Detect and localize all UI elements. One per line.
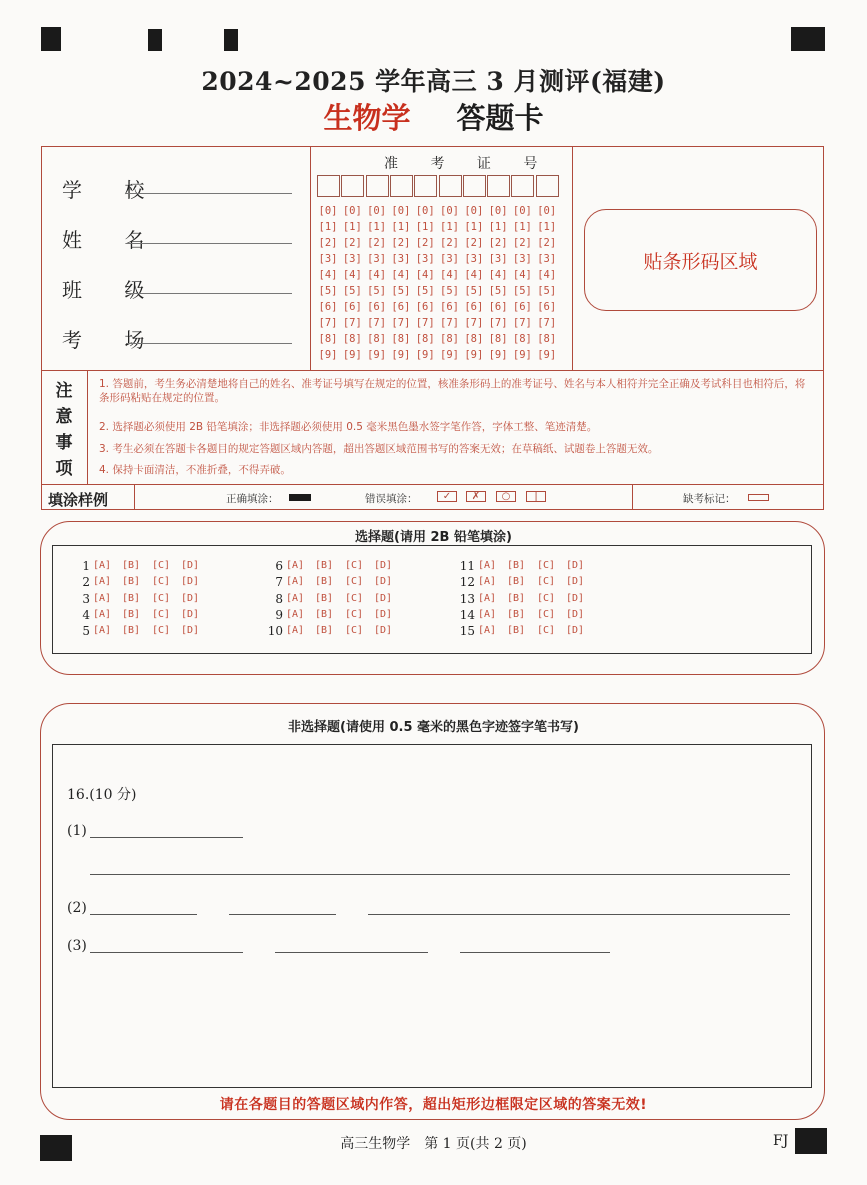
- digit-bubble[interactable]: [8]: [537, 333, 557, 345]
- digit-bubble[interactable]: [8]: [464, 333, 484, 345]
- option-bubble[interactable]: [C]: [537, 576, 556, 588]
- option-bubble[interactable]: [D]: [566, 625, 585, 637]
- digit-bubble[interactable]: [3]: [318, 253, 338, 265]
- notice-title-char: 事: [55, 433, 73, 453]
- exam-room-field[interactable]: [126, 343, 292, 344]
- option-bubble[interactable]: [D]: [566, 592, 585, 604]
- wrong-fill-example: ✗: [466, 491, 486, 502]
- exam-number-box[interactable]: [536, 175, 559, 197]
- digit-bubble[interactable]: [0]: [367, 205, 387, 217]
- question-number: 3: [82, 591, 90, 606]
- digit-bubble[interactable]: [7]: [464, 317, 484, 329]
- divider: [41, 370, 824, 371]
- digit-bubble[interactable]: [5]: [367, 285, 387, 297]
- option-bubble[interactable]: [B]: [507, 560, 526, 571]
- digit-bubble[interactable]: [5]: [415, 285, 435, 297]
- option-bubble[interactable]: [A]: [286, 608, 305, 620]
- digit-bubble[interactable]: [6]: [367, 301, 387, 313]
- digit-bubble[interactable]: [2]: [415, 237, 435, 249]
- digit-bubble[interactable]: [8]: [391, 333, 411, 345]
- digit-bubble[interactable]: [1]: [464, 221, 484, 233]
- option-bubble[interactable]: [D]: [181, 608, 200, 620]
- digit-bubble[interactable]: [8]: [488, 333, 508, 345]
- digit-bubble[interactable]: [8]: [415, 333, 435, 345]
- option-bubble[interactable]: [A]: [286, 592, 305, 604]
- option-bubble[interactable]: [D]: [181, 592, 200, 604]
- option-bubble[interactable]: [B]: [507, 625, 526, 637]
- option-bubble[interactable]: [A]: [93, 625, 112, 637]
- option-bubble[interactable]: [A]: [478, 560, 497, 571]
- digit-bubble[interactable]: [3]: [342, 253, 362, 265]
- question-16-label: 16.(10 分): [67, 787, 137, 803]
- digit-bubble[interactable]: [4]: [318, 269, 338, 281]
- divider: [134, 484, 135, 510]
- correct-fill-label: 正确填涂：: [226, 493, 279, 505]
- digit-bubble[interactable]: [2]: [464, 237, 484, 249]
- exam-number-box[interactable]: [463, 175, 486, 197]
- option-bubble[interactable]: [A]: [286, 560, 305, 571]
- exam-number-box[interactable]: [439, 175, 462, 197]
- choice-section-title: 选择题(请用 2B 铅笔填涂): [355, 530, 512, 545]
- option-bubble[interactable]: [A]: [93, 608, 112, 620]
- digit-bubble[interactable]: [9]: [488, 349, 508, 361]
- option-bubble[interactable]: [B]: [122, 625, 141, 637]
- correct-fill-example: [289, 494, 311, 501]
- registration-mark: [791, 27, 825, 51]
- divider: [41, 484, 824, 485]
- question-number: 12: [459, 575, 475, 590]
- school-label: 学 校: [62, 178, 163, 202]
- wrong-fill-example: ✓: [437, 491, 457, 502]
- notice-title-char: 注: [55, 381, 73, 401]
- digit-bubble[interactable]: [3]: [391, 253, 411, 265]
- option-bubble[interactable]: [A]: [478, 592, 497, 604]
- option-bubble[interactable]: [B]: [315, 592, 334, 604]
- option-bubble[interactable]: [C]: [152, 625, 171, 637]
- digit-bubble[interactable]: [4]: [537, 269, 557, 281]
- option-bubble[interactable]: [A]: [286, 576, 305, 588]
- question-number: 13: [459, 591, 475, 606]
- question-number: 10: [267, 624, 283, 639]
- exam-number-label: 准 考 证 号: [384, 156, 552, 172]
- digit-bubble[interactable]: [7]: [512, 317, 532, 329]
- class-label: 班 级: [62, 278, 163, 302]
- option-bubble[interactable]: [B]: [507, 592, 526, 604]
- exam-number-box[interactable]: [366, 175, 389, 197]
- region-code: FJ: [773, 1133, 789, 1149]
- option-bubble[interactable]: [D]: [374, 608, 393, 620]
- digit-bubble[interactable]: [1]: [512, 221, 532, 233]
- name-label: 姓 名: [62, 228, 163, 252]
- digit-bubble[interactable]: [6]: [318, 301, 338, 313]
- digit-bubble[interactable]: [5]: [318, 285, 338, 297]
- digit-bubble[interactable]: [9]: [537, 349, 557, 361]
- digit-bubble[interactable]: [4]: [512, 269, 532, 281]
- option-bubble[interactable]: [D]: [374, 625, 393, 637]
- option-bubble[interactable]: [A]: [478, 608, 497, 620]
- digit-bubble[interactable]: [2]: [391, 237, 411, 249]
- option-bubble[interactable]: [B]: [507, 608, 526, 620]
- option-bubble[interactable]: [C]: [345, 608, 364, 620]
- digit-bubble[interactable]: [2]: [440, 237, 459, 249]
- digit-bubble[interactable]: [7]: [537, 317, 557, 329]
- non-choice-answer-area: [52, 744, 812, 1088]
- answer-area-warning: 请在各题目的答题区域内作答，超出矩形边框限定区域的答案无效!: [219, 1097, 648, 1113]
- digit-bubble[interactable]: [6]: [342, 301, 362, 313]
- digit-bubble[interactable]: [0]: [342, 205, 362, 217]
- digit-bubble[interactable]: [9]: [342, 349, 362, 361]
- digit-bubble[interactable]: [4]: [342, 269, 362, 281]
- answer-line[interactable]: [229, 914, 336, 915]
- divider: [632, 484, 633, 510]
- option-bubble[interactable]: [A]: [93, 576, 112, 588]
- registration-mark: [148, 29, 162, 51]
- digit-bubble[interactable]: [1]: [440, 221, 459, 233]
- notice-item: 4. 保持卡面清洁，不准折叠，不得弄破。: [99, 464, 291, 476]
- non-choice-section-title: 非选择题(请使用 0.5 毫米的黑色字迹签字笔书写): [288, 720, 579, 735]
- digit-bubble[interactable]: [2]: [318, 237, 338, 249]
- notice-item: 2. 选择题必须使用 2B 铅笔填涂；非选择题必须使用 0.5 毫米黑色墨水签字笔作答，字体工整、笔迹清楚。: [99, 421, 598, 433]
- card-subtitle: [0, 96, 867, 137]
- option-bubble[interactable]: [B]: [122, 608, 141, 620]
- digit-bubble[interactable]: [3]: [440, 253, 459, 265]
- option-bubble[interactable]: [B]: [315, 608, 334, 620]
- question-number: 11: [459, 559, 475, 573]
- digit-bubble[interactable]: [3]: [537, 253, 557, 265]
- option-bubble[interactable]: [C]: [345, 625, 364, 637]
- option-bubble[interactable]: [C]: [345, 560, 364, 571]
- question-number: 1: [82, 559, 90, 573]
- divider: [87, 370, 88, 484]
- digit-bubble[interactable]: [0]: [512, 205, 532, 217]
- digit-bubble[interactable]: [8]: [440, 333, 459, 345]
- option-bubble[interactable]: [C]: [152, 608, 171, 620]
- registration-mark: [41, 27, 61, 51]
- digit-bubble[interactable]: [3]: [415, 253, 435, 265]
- option-bubble[interactable]: [A]: [478, 576, 497, 588]
- digit-bubble[interactable]: [9]: [318, 349, 338, 361]
- digit-bubble[interactable]: [5]: [537, 285, 557, 297]
- digit-bubble[interactable]: [6]: [464, 301, 484, 313]
- digit-bubble[interactable]: [4]: [367, 269, 387, 281]
- answer-line[interactable]: [460, 952, 610, 953]
- digit-bubble[interactable]: [6]: [488, 301, 508, 313]
- option-bubble[interactable]: [B]: [122, 576, 141, 588]
- digit-bubble[interactable]: [1]: [415, 221, 435, 233]
- name-field[interactable]: [126, 243, 292, 244]
- sub-question-label: (3): [67, 938, 87, 954]
- option-bubble[interactable]: [C]: [152, 576, 171, 588]
- notice-title-char: 项: [55, 459, 73, 479]
- exam-number-box[interactable]: [317, 175, 340, 197]
- option-bubble[interactable]: [A]: [286, 625, 305, 637]
- digit-bubble[interactable]: [3]: [464, 253, 484, 265]
- digit-bubble[interactable]: [9]: [391, 349, 411, 361]
- digit-bubble[interactable]: [9]: [512, 349, 532, 361]
- digit-bubble[interactable]: [6]: [391, 301, 411, 313]
- digit-bubble[interactable]: [0]: [464, 205, 484, 217]
- notice-item: 1. 答题前，考生务必清楚地将自己的姓名、准考证号填写在规定的位置，核准条形码上的准考证号、姓名与本人相符并完全正确及考试科目也相符后，将条形码粘贴在规定的位置。: [99, 378, 806, 404]
- digit-bubble[interactable]: [6]: [512, 301, 532, 313]
- sub-question-label: (2): [67, 900, 87, 916]
- option-bubble[interactable]: [C]: [152, 560, 171, 571]
- exam-number-box[interactable]: [487, 175, 510, 197]
- digit-bubble[interactable]: [7]: [488, 317, 508, 329]
- option-bubble[interactable]: [B]: [122, 560, 141, 571]
- answer-card-label: 答题卡: [456, 101, 544, 135]
- exam-number-box[interactable]: [414, 175, 437, 197]
- page-footer: 高三生物学 第 1 页(共 2 页): [340, 1136, 527, 1152]
- barcode-label: 贴条形码区域: [643, 251, 758, 273]
- digit-bubble[interactable]: [5]: [440, 285, 459, 297]
- digit-bubble[interactable]: [5]: [488, 285, 508, 297]
- digit-bubble[interactable]: [5]: [512, 285, 532, 297]
- digit-bubble[interactable]: [7]: [367, 317, 387, 329]
- digit-bubble[interactable]: [1]: [318, 221, 338, 233]
- question-number: 7: [275, 575, 283, 590]
- absent-mark-box[interactable]: [748, 494, 769, 501]
- school-field[interactable]: [126, 193, 292, 194]
- digit-bubble[interactable]: [5]: [342, 285, 362, 297]
- question-number: 2: [82, 575, 90, 590]
- digit-bubble[interactable]: [9]: [464, 349, 484, 361]
- subject-name: 生物学: [323, 101, 411, 135]
- option-bubble[interactable]: [D]: [181, 625, 200, 637]
- option-bubble[interactable]: [D]: [566, 608, 585, 620]
- digit-bubble[interactable]: [1]: [537, 221, 557, 233]
- digit-bubble[interactable]: [2]: [488, 237, 508, 249]
- question-number: 14: [459, 607, 475, 622]
- notice-item: 3. 考生必须在答题卡各题目的规定答题区域内答题，超出答题区域范围书写的答案无效；在草稿纸、试题卷上答题无效。: [99, 443, 659, 455]
- answer-line[interactable]: [275, 952, 428, 953]
- option-bubble[interactable]: [B]: [315, 560, 334, 571]
- option-bubble[interactable]: [D]: [374, 576, 393, 588]
- digit-bubble[interactable]: [7]: [391, 317, 411, 329]
- wrong-fill-example: |: [526, 491, 546, 502]
- wrong-fill-example: ○: [496, 491, 516, 502]
- question-number: 9: [275, 607, 283, 622]
- fill-sample-title: 填涂样例: [48, 491, 109, 509]
- digit-bubble[interactable]: [9]: [367, 349, 387, 361]
- option-bubble[interactable]: [C]: [152, 592, 171, 604]
- digit-bubble[interactable]: [7]: [440, 317, 459, 329]
- question-number: 6: [275, 559, 283, 573]
- sub-question-label: (1): [67, 823, 87, 839]
- option-bubble[interactable]: [A]: [478, 625, 497, 637]
- digit-bubble[interactable]: [0]: [440, 205, 459, 217]
- digit-bubble[interactable]: [2]: [342, 237, 362, 249]
- digit-bubble[interactable]: [2]: [537, 237, 557, 249]
- answer-line[interactable]: [90, 952, 243, 953]
- exam-room-label: 考 场: [62, 328, 163, 352]
- digit-bubble[interactable]: [4]: [391, 269, 411, 281]
- absent-mark-label: 缺考标记：: [683, 493, 736, 505]
- option-bubble[interactable]: [D]: [181, 560, 200, 571]
- option-bubble[interactable]: [B]: [315, 576, 334, 588]
- question-number: 8: [275, 591, 283, 606]
- digit-bubble[interactable]: [7]: [415, 317, 435, 329]
- digit-bubble[interactable]: [3]: [367, 253, 387, 265]
- notice-title-char: 意: [55, 407, 73, 427]
- digit-bubble[interactable]: [6]: [440, 301, 459, 313]
- digit-bubble[interactable]: [6]: [537, 301, 557, 313]
- digit-bubble[interactable]: [8]: [512, 333, 532, 345]
- digit-bubble[interactable]: [7]: [342, 317, 362, 329]
- digit-bubble[interactable]: [2]: [367, 237, 387, 249]
- digit-bubble[interactable]: [5]: [391, 285, 411, 297]
- registration-mark: [224, 29, 238, 51]
- wrong-fill-label: 错误填涂：: [365, 493, 418, 505]
- option-bubble[interactable]: [B]: [315, 625, 334, 637]
- question-number: 15: [459, 624, 475, 639]
- digit-bubble[interactable]: [1]: [391, 221, 411, 233]
- option-bubble[interactable]: [D]: [566, 560, 585, 571]
- option-bubble[interactable]: [D]: [374, 592, 393, 604]
- digit-bubble[interactable]: [0]: [537, 205, 557, 217]
- digit-bubble[interactable]: [0]: [318, 205, 338, 217]
- digit-bubble[interactable]: [0]: [415, 205, 435, 217]
- divider: [572, 146, 573, 370]
- digit-bubble[interactable]: [9]: [440, 349, 459, 361]
- digit-bubble[interactable]: [9]: [415, 349, 435, 361]
- digit-bubble[interactable]: [3]: [488, 253, 508, 265]
- option-bubble[interactable]: [C]: [537, 592, 556, 604]
- digit-bubble[interactable]: [4]: [415, 269, 435, 281]
- exam-number-box[interactable]: [511, 175, 534, 197]
- answer-line[interactable]: [90, 874, 790, 875]
- digit-bubble[interactable]: [4]: [488, 269, 508, 281]
- digit-bubble[interactable]: [7]: [318, 317, 338, 329]
- digit-bubble[interactable]: [4]: [440, 269, 459, 281]
- digit-bubble[interactable]: [0]: [488, 205, 508, 217]
- option-bubble[interactable]: [C]: [345, 576, 364, 588]
- digit-bubble[interactable]: [6]: [415, 301, 435, 313]
- answer-line[interactable]: [90, 914, 197, 915]
- digit-bubble[interactable]: [5]: [464, 285, 484, 297]
- question-number: 4: [82, 607, 90, 622]
- digit-bubble[interactable]: [8]: [318, 333, 338, 345]
- notice-title: [41, 378, 87, 482]
- digit-bubble[interactable]: [1]: [367, 221, 387, 233]
- page-title: 2024~2025 学年高三 3 月测评(福建): [201, 67, 666, 96]
- option-bubble[interactable]: [C]: [537, 625, 556, 637]
- digit-bubble[interactable]: [1]: [488, 221, 508, 233]
- answer-line[interactable]: [90, 837, 243, 838]
- digit-bubble[interactable]: [1]: [342, 221, 362, 233]
- question-number: 5: [82, 624, 90, 639]
- digit-bubble[interactable]: [2]: [512, 237, 532, 249]
- option-bubble[interactable]: [B]: [122, 592, 141, 604]
- option-bubble[interactable]: [D]: [374, 560, 393, 571]
- digit-bubble[interactable]: [0]: [391, 205, 411, 217]
- digit-bubble[interactable]: [8]: [342, 333, 362, 345]
- option-bubble[interactable]: [C]: [537, 608, 556, 620]
- exam-number-box[interactable]: [341, 175, 364, 197]
- option-bubble[interactable]: [D]: [181, 576, 200, 588]
- exam-number-box[interactable]: [390, 175, 413, 197]
- option-bubble[interactable]: [C]: [537, 560, 556, 571]
- digit-bubble[interactable]: [4]: [464, 269, 484, 281]
- divider: [310, 146, 311, 370]
- digit-bubble[interactable]: [8]: [367, 333, 387, 345]
- option-bubble[interactable]: [B]: [507, 576, 526, 588]
- option-bubble[interactable]: [D]: [566, 576, 585, 588]
- option-bubble[interactable]: [A]: [93, 592, 112, 604]
- digit-bubble[interactable]: [3]: [512, 253, 532, 265]
- class-field[interactable]: [126, 293, 292, 294]
- answer-line[interactable]: [368, 914, 790, 915]
- option-bubble[interactable]: [A]: [93, 560, 112, 571]
- option-bubble[interactable]: [C]: [345, 592, 364, 604]
